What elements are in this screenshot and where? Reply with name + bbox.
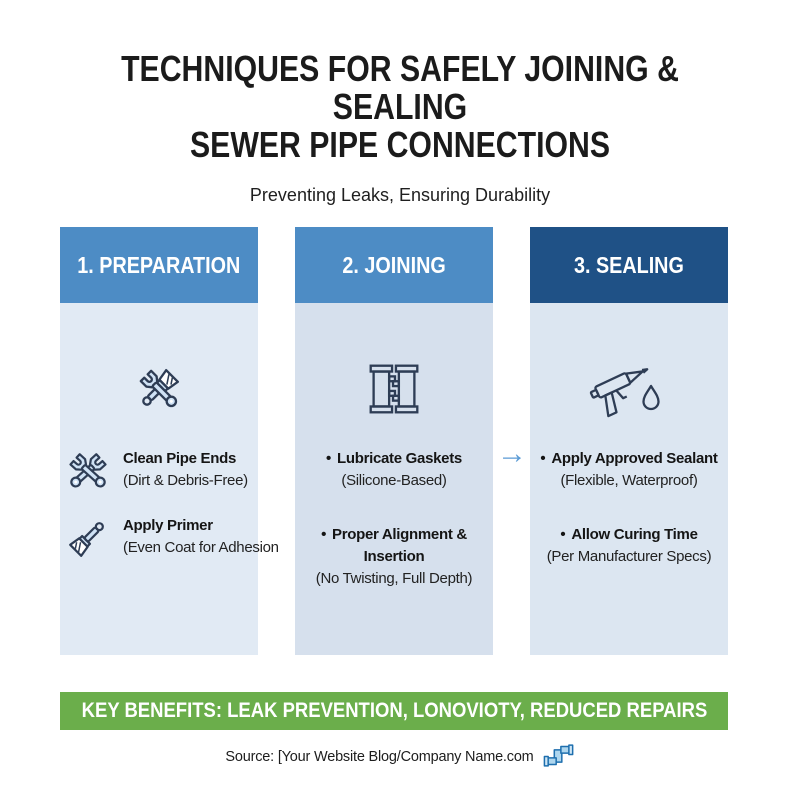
column-joining (295, 227, 493, 655)
page-title (64, 50, 736, 164)
list-item (530, 448, 728, 491)
item-subtitle: (Even Coat for Adhesion (123, 539, 279, 556)
pipe-joint-icon (295, 356, 493, 422)
item-title: Apply Primer (123, 517, 213, 534)
crossed-wrenches-icon (66, 449, 112, 493)
title-line-1: TECHNIQUES FOR SAFELY JOINING & SEALING (121, 48, 679, 127)
bullet-dot: • (321, 526, 327, 543)
key-benefits-banner (60, 692, 728, 730)
bullet-dot: • (560, 526, 566, 543)
joining-items (295, 448, 493, 589)
item-title-text: Proper Alignment & Insertion (332, 526, 467, 565)
list-item (295, 448, 493, 491)
preparation-items (60, 448, 279, 560)
column-header-joining (295, 227, 493, 303)
item-subtitle: (No Twisting, Full Depth) (315, 570, 473, 587)
process-columns (60, 227, 728, 655)
bullet-dot: • (540, 450, 546, 467)
item-subtitle: (Per Manufacturer Specs) (546, 548, 712, 565)
title-line-2: SEWER PIPE CONNECTIONS (189, 124, 611, 165)
sealing-items (530, 448, 728, 567)
list-item (60, 448, 258, 493)
item-title-text: Allow Curing Time (571, 526, 698, 543)
column-header-label: 3. SEALING (574, 251, 684, 278)
list-item (530, 524, 728, 567)
list-item (295, 524, 493, 589)
item-text (112, 515, 279, 558)
pipe-icon (543, 742, 575, 769)
list-item (60, 515, 279, 560)
paint-brush-icon (66, 516, 112, 560)
source-footer (0, 742, 800, 769)
bullet-dot: • (326, 450, 331, 467)
item-text (112, 448, 248, 491)
column-body-joining (295, 303, 493, 655)
column-body-preparation (60, 303, 279, 655)
flow-arrow-icon: → (497, 437, 527, 470)
column-header-label: 2. JOINING (342, 251, 446, 278)
column-body-sealing (530, 303, 728, 655)
tools-crossed-icon (60, 356, 258, 422)
column-header-label: 1. PREPARATION (77, 251, 241, 278)
item-title (299, 448, 489, 470)
item-title (299, 524, 489, 568)
page-subtitle: Preventing Leaks, Ensuring Durability (249, 185, 551, 205)
column-preparation (60, 227, 279, 655)
column-sealing (530, 227, 728, 655)
column-header-preparation (60, 227, 258, 303)
item-title-text: Apply Approved Sealant (551, 450, 718, 467)
item-title (534, 448, 724, 470)
item-subtitle: (Flexible, Waterproof) (560, 472, 698, 489)
item-title: Clean Pipe Ends (123, 450, 237, 467)
item-title-text: Lubricate Gaskets (336, 450, 462, 467)
caulk-gun-icon (530, 356, 728, 422)
column-header-sealing (530, 227, 728, 303)
item-subtitle: (Silicone-Based) (341, 472, 447, 489)
source-text: Source: [Your Website Blog/Company Name.com (225, 749, 534, 765)
header (0, 50, 800, 206)
key-benefits-text: KEY BENEFITS: LEAK PREVENTION, LONOVIOTY, REDUCED REPAIRS (81, 699, 707, 722)
item-subtitle: (Dirt & Debris-Free) (123, 472, 248, 489)
item-title (534, 524, 724, 546)
